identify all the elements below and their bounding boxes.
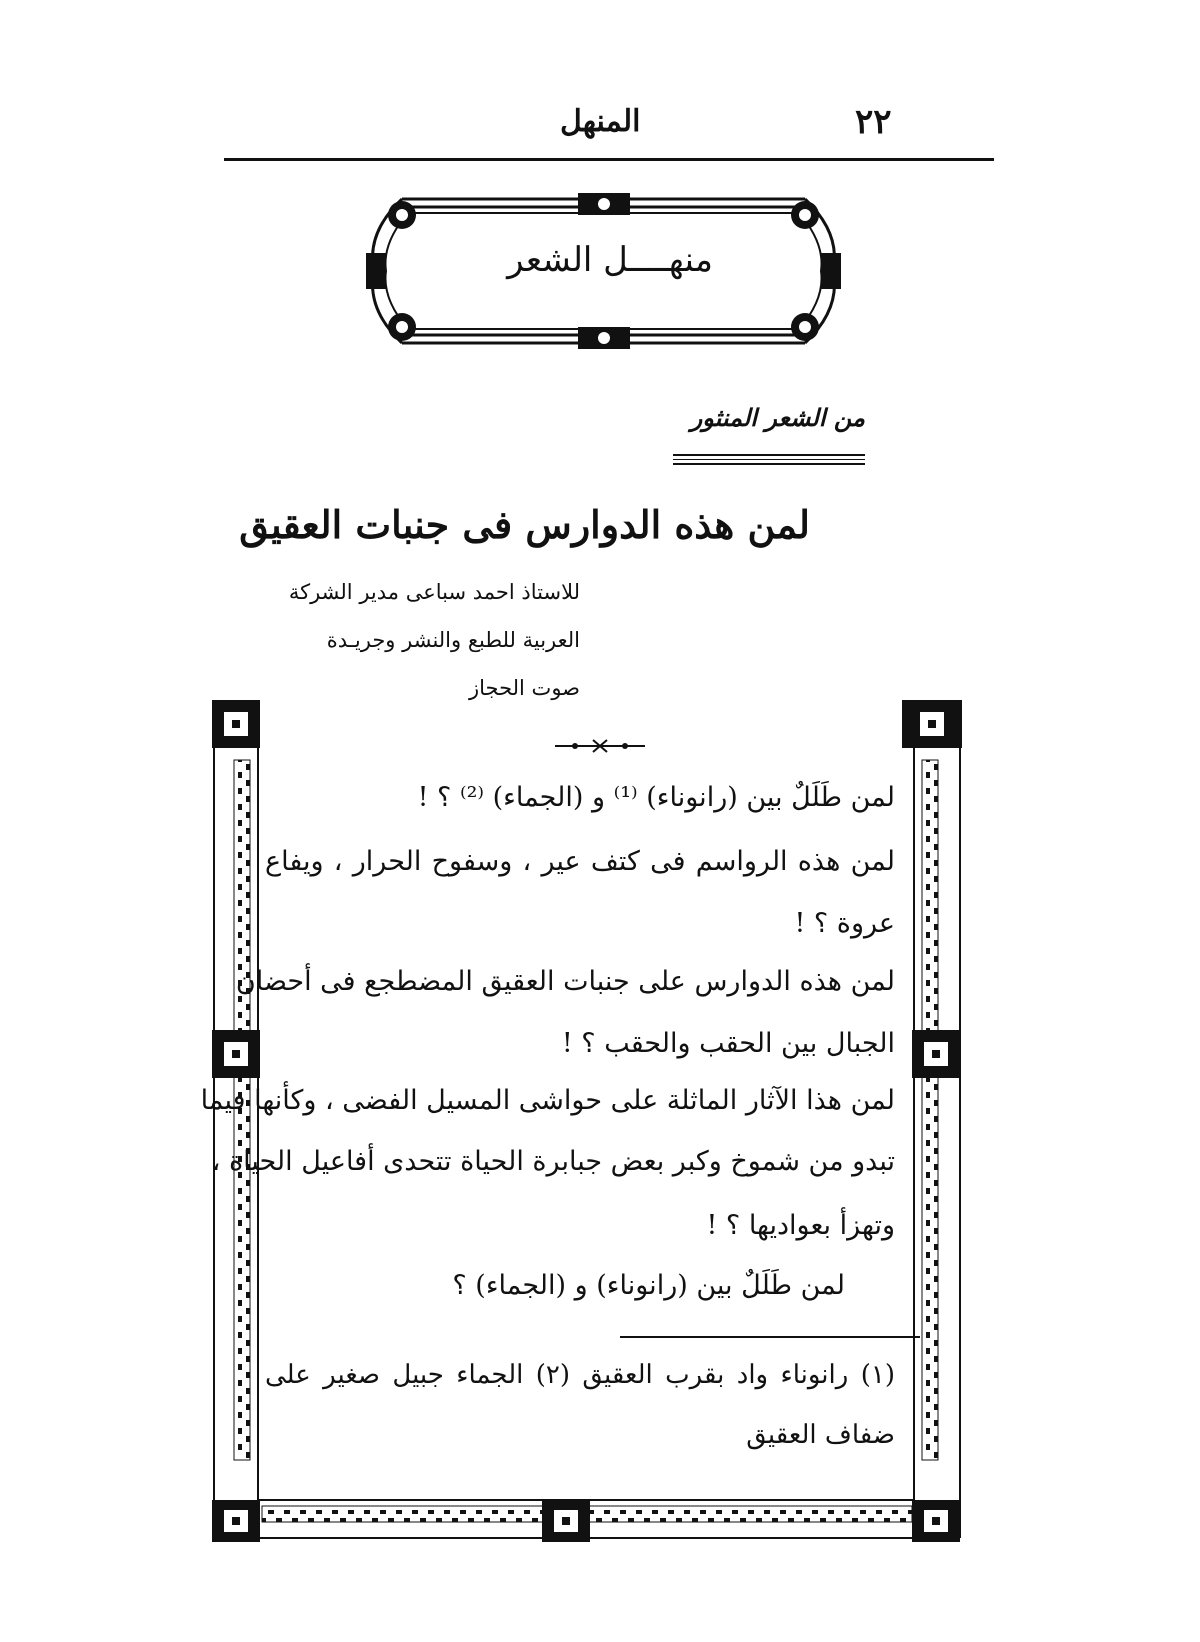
poem-line: لمن هذه الرواسم فى كتف عير ، وسفوح الحرار ، ويفاع [265,846,895,877]
footnote-rule [620,1336,920,1338]
footnote-line: ضفاف العقيق [746,1420,895,1450]
sub-heading: من الشعر المنثور [690,403,865,432]
header-rule [224,158,994,161]
sub-heading-rule [673,463,865,465]
ornamental-divider [555,738,645,754]
poem-line: لمن طَلَلٌ بين (رانوناء) ⁽¹⁾ و (الجماء) ⁽²⁾ ؟ ! [417,782,895,813]
poem-line: لمن هذه الدوارس على جنبات العقيق المضطجع فى أحضان [235,966,895,997]
poem-title: لمن هذه الدوارس فى جنبات العقيق [239,502,810,547]
journal-name: المنهل [560,104,641,139]
poem-line: عروة ؟ ! [794,908,895,939]
poem-line: لمن طَلَلٌ بين (رانوناء) و (الجماء) ؟ [452,1270,845,1301]
poem-line: الجبال بين الحقب والحقب ؟ ! [561,1028,895,1059]
page-number: ٢٢ [855,102,892,142]
poem-line: لمن هذا الآثار الماثلة على حواشى المسيل الفضى ، وكأنها فيما [200,1085,895,1116]
sub-heading-rule [673,459,865,460]
section-title: منهــــل الشعر [507,240,713,280]
poem-line: تبدو من شموخ وكبر بعض جبابرة الحياة تتحدى أفاعيل الحياة ، [211,1146,895,1177]
poem-line: وتهزأ بعواديها ؟ ! [706,1210,895,1241]
byline-line: للاستاذ احمد سباعى مدير الشركة [288,580,580,604]
decorative-border-frame [200,700,997,1542]
sub-heading-rule [673,454,865,456]
footnote-line: (١) رانوناء واد بقرب العقيق (٢) الجماء جبيل صغير على [265,1360,895,1390]
byline-line: العربية للطبع والنشر وجريـدة [326,628,580,652]
byline-line: صوت الحجاز [468,676,580,700]
